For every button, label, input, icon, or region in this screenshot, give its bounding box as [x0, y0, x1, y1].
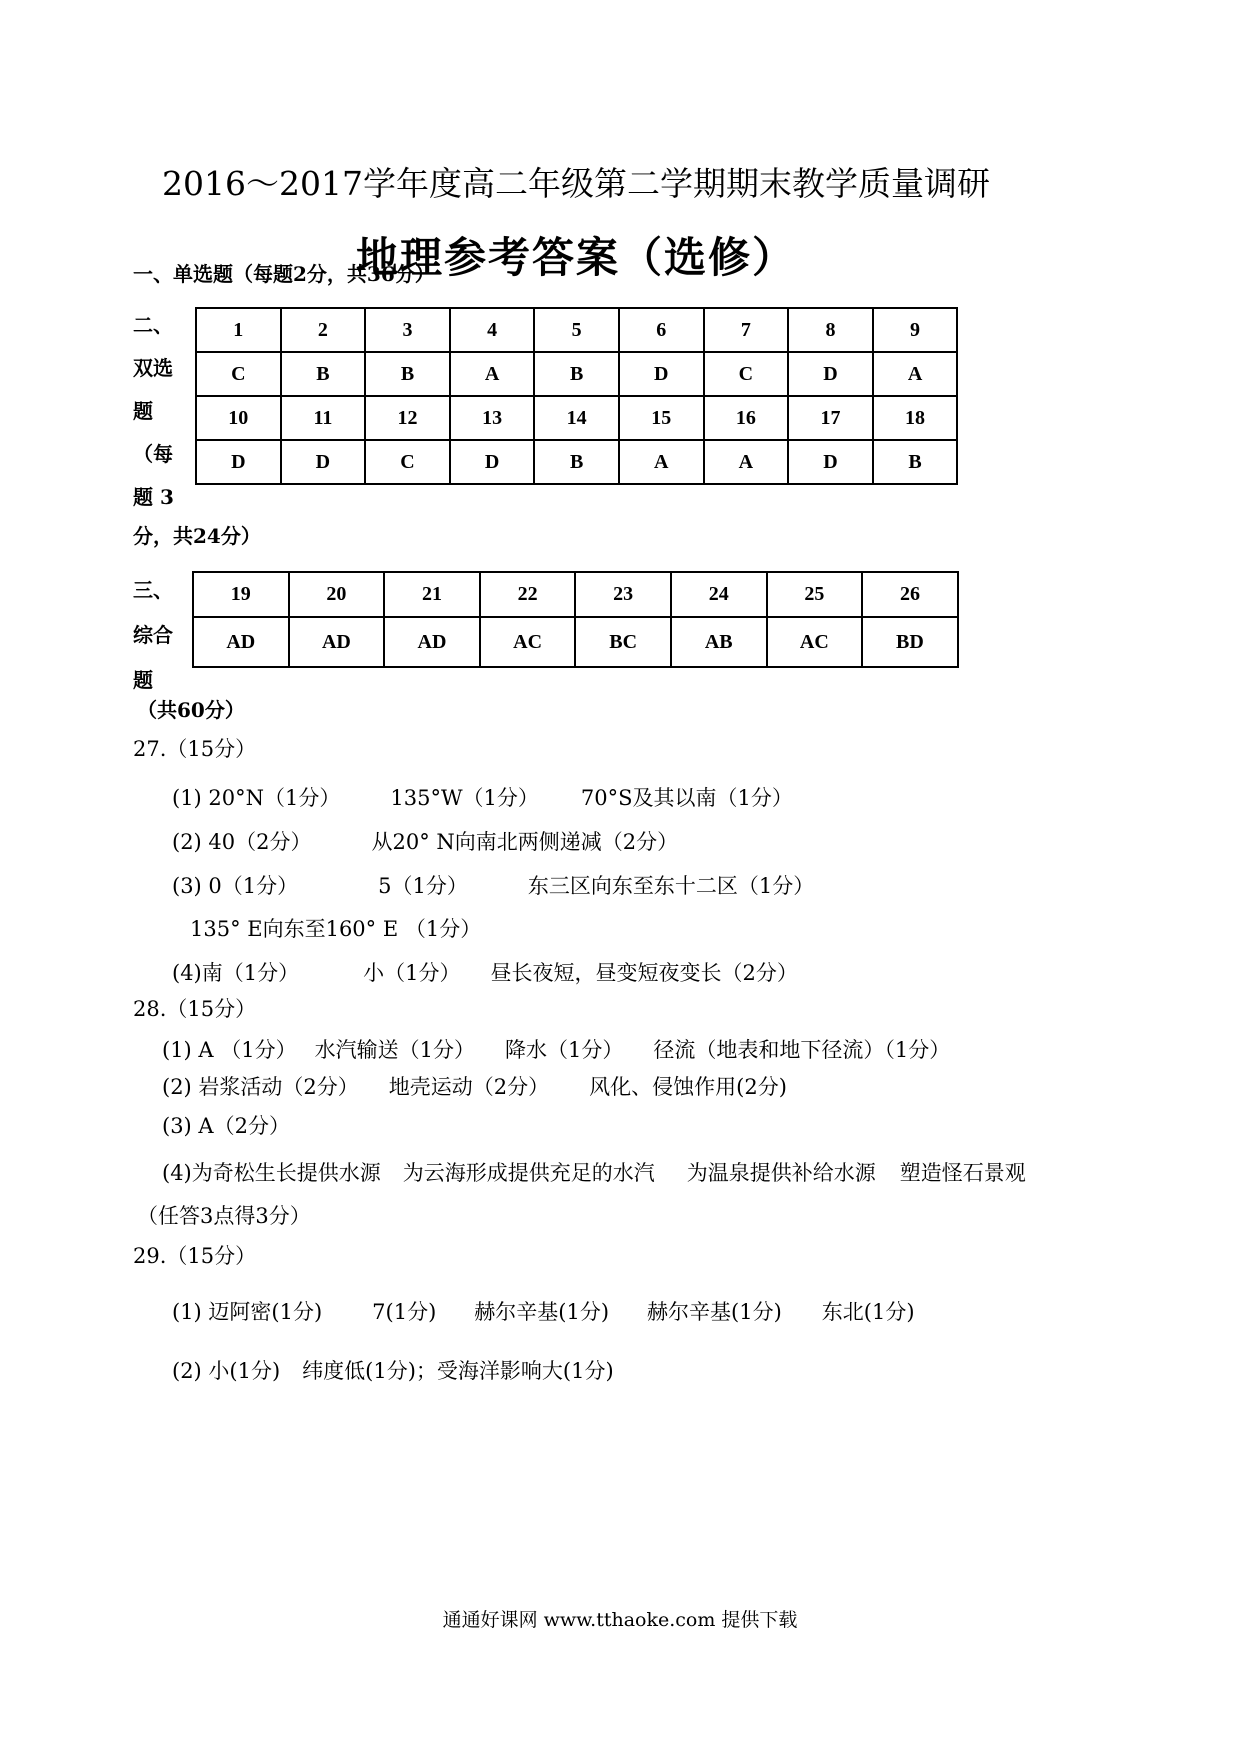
answer-part: 水汽输送（1分） [314, 1038, 475, 1062]
answer-line [162, 1034, 950, 1064]
answer-line [162, 1157, 1026, 1187]
answer-part: 东北(1分) [821, 1300, 915, 1324]
table-row [196, 352, 957, 396]
question-number-cell: 10 [196, 396, 281, 440]
answer-part: 降水（1分） [505, 1038, 624, 1062]
answer-cell: AD [193, 617, 289, 667]
question-number-cell: 4 [450, 308, 535, 352]
answer-part: 塑造怪石景观 [899, 1161, 1026, 1185]
section2-label [133, 304, 183, 519]
section2-label-tail: 分，共24分） [133, 524, 261, 548]
question-number-cell: 16 [704, 396, 789, 440]
answer-cell: D [281, 440, 366, 484]
question-number-cell: 11 [281, 396, 366, 440]
answer-cell: A [619, 440, 704, 484]
answer-cell: A [450, 352, 535, 396]
section2-label-line: 题 [133, 399, 153, 423]
answer-part: (3) A（2分） [162, 1114, 290, 1138]
answer-cell: A [704, 440, 789, 484]
answer-line [172, 826, 678, 856]
answer-cell: C [196, 352, 281, 396]
answer-cell: C [704, 352, 789, 396]
question-number-cell: 13 [450, 396, 535, 440]
answer-part: 为云海形成提供充足的水汽 [402, 1161, 655, 1185]
answer-part: 135°W（1分） [390, 786, 539, 810]
answer-cell: D [196, 440, 281, 484]
question-number-cell: 2 [281, 308, 366, 352]
table-row [196, 440, 957, 484]
question-number-cell: 24 [671, 572, 767, 617]
answer-cell: AC [480, 617, 576, 667]
document-title: 2016～2017学年度高二年级第二学期期末教学质量调研 [162, 164, 990, 203]
answer-line [172, 782, 793, 812]
answer-cell: AB [671, 617, 767, 667]
question-number-cell: 9 [873, 308, 958, 352]
answer-cell: D [788, 440, 873, 484]
answer-cell: A [873, 352, 958, 396]
section3-label-tail: （共60分） [137, 698, 245, 722]
question-number-cell: 18 [873, 396, 958, 440]
question-number-cell: 22 [480, 572, 576, 617]
answer-cell: B [281, 352, 366, 396]
answer-cell: BC [575, 617, 671, 667]
answer-cell: C [365, 440, 450, 484]
answer-part: (3) 0（1分） [172, 874, 299, 898]
section2-label-line: 题 3 [133, 485, 174, 509]
question-heading: 28.（15分） [133, 997, 257, 1021]
table-row [196, 308, 957, 352]
answer-part: 地壳运动（2分） [388, 1075, 550, 1099]
footer-source: 通通好课网 www.tthaoke.com 提供下载 [442, 1609, 798, 1631]
table-row [193, 617, 958, 667]
answer-part: (2) 小(1分) [172, 1359, 281, 1383]
answer-part: 70°S及其以南（1分） [580, 786, 793, 810]
answer-part: 小（1分） [363, 961, 461, 985]
answer-part: 昼长夜短，昼变短夜变长（2分） [490, 961, 798, 985]
answer-part: 为温泉提供补给水源 [686, 1161, 876, 1185]
answer-part: (4)南（1分） [172, 961, 300, 985]
question-number-cell: 3 [365, 308, 450, 352]
section3-label [133, 568, 183, 703]
question-number-cell: 15 [619, 396, 704, 440]
section1-heading: 一、单选题（每题2分，共36分） [133, 262, 435, 286]
table-row [196, 396, 957, 440]
document-subtitle: 地理参考答案（选修） [355, 233, 796, 282]
section2-label-line: （每 [133, 442, 173, 466]
question-number-cell: 8 [788, 308, 873, 352]
answer-part: 东三区向东至东十二区（1分） [527, 874, 815, 898]
answer-part: (2) 岩浆活动（2分） [162, 1075, 359, 1099]
answer-line [172, 1296, 915, 1326]
answer-line [172, 870, 814, 900]
answer-cell: AC [767, 617, 863, 667]
question-number-cell: 5 [534, 308, 619, 352]
question-number-cell: 7 [704, 308, 789, 352]
question-heading: 29.（15分） [133, 1244, 257, 1268]
answer-part: 赫尔辛基(1分) [474, 1300, 610, 1324]
section3-label-line: 题 [133, 668, 153, 692]
answer-part: (1) 20°N（1分） [172, 786, 341, 810]
question-number-cell: 6 [619, 308, 704, 352]
answer-line [190, 913, 481, 943]
answer-line [162, 1071, 787, 1101]
question-heading: 27.（15分） [133, 737, 257, 761]
answer-cell: AD [384, 617, 480, 667]
answer-cell: B [365, 352, 450, 396]
answer-cell: D [788, 352, 873, 396]
answer-part: 7(1分) [372, 1300, 437, 1324]
question-number-cell: 17 [788, 396, 873, 440]
answer-cell: D [450, 440, 535, 484]
question-number-cell: 20 [289, 572, 385, 617]
answer-part: 从20° N向南北两侧递减（2分） [371, 830, 679, 854]
section3-label-line: 综合 [133, 623, 173, 647]
answer-line [137, 1200, 311, 1230]
answer-part: (1) A （1分） [162, 1038, 297, 1062]
question-number-cell: 1 [196, 308, 281, 352]
question-number-cell: 14 [534, 396, 619, 440]
answer-cell: BD [862, 617, 958, 667]
answer-part: (4)为奇松生长提供水源 [162, 1161, 381, 1185]
answer-line [162, 1110, 290, 1140]
question-number-cell: 23 [575, 572, 671, 617]
answer-part: 5（1分） [378, 874, 468, 898]
answer-part: (2) 40（2分） [172, 830, 312, 854]
answer-line [172, 957, 798, 987]
answer-part: 径流（地表和地下径流）（1分） [653, 1038, 951, 1062]
section2-label-line: 二、 [133, 313, 173, 337]
answer-cell: D [619, 352, 704, 396]
answer-part: 赫尔辛基(1分) [647, 1300, 782, 1324]
question-number-cell: 12 [365, 396, 450, 440]
double-choice-answer-table [195, 307, 958, 485]
answer-cell: AD [289, 617, 385, 667]
table-row [193, 572, 958, 617]
question-number-cell: 25 [767, 572, 863, 617]
question-number-cell: 19 [193, 572, 289, 617]
answer-part: （任答3点得3分） [137, 1204, 311, 1228]
section3-label-line: 三、 [133, 578, 173, 602]
answer-part: 纬度低(1分)；受海洋影响大(1分) [302, 1359, 614, 1383]
answer-part: 风化、侵蚀作用(2分) [589, 1075, 787, 1099]
answer-line [172, 1355, 614, 1385]
comprehensive-answer-table [192, 571, 959, 668]
question-number-cell: 26 [862, 572, 958, 617]
answer-cell: B [873, 440, 958, 484]
section2-label-line: 双选 [133, 356, 173, 380]
answer-part: (1) 迈阿密(1分) [172, 1300, 323, 1324]
answer-cell: B [534, 352, 619, 396]
answer-cell: B [534, 440, 619, 484]
answer-part: 135° E向东至160° E （1分） [190, 917, 482, 941]
question-number-cell: 21 [384, 572, 480, 617]
